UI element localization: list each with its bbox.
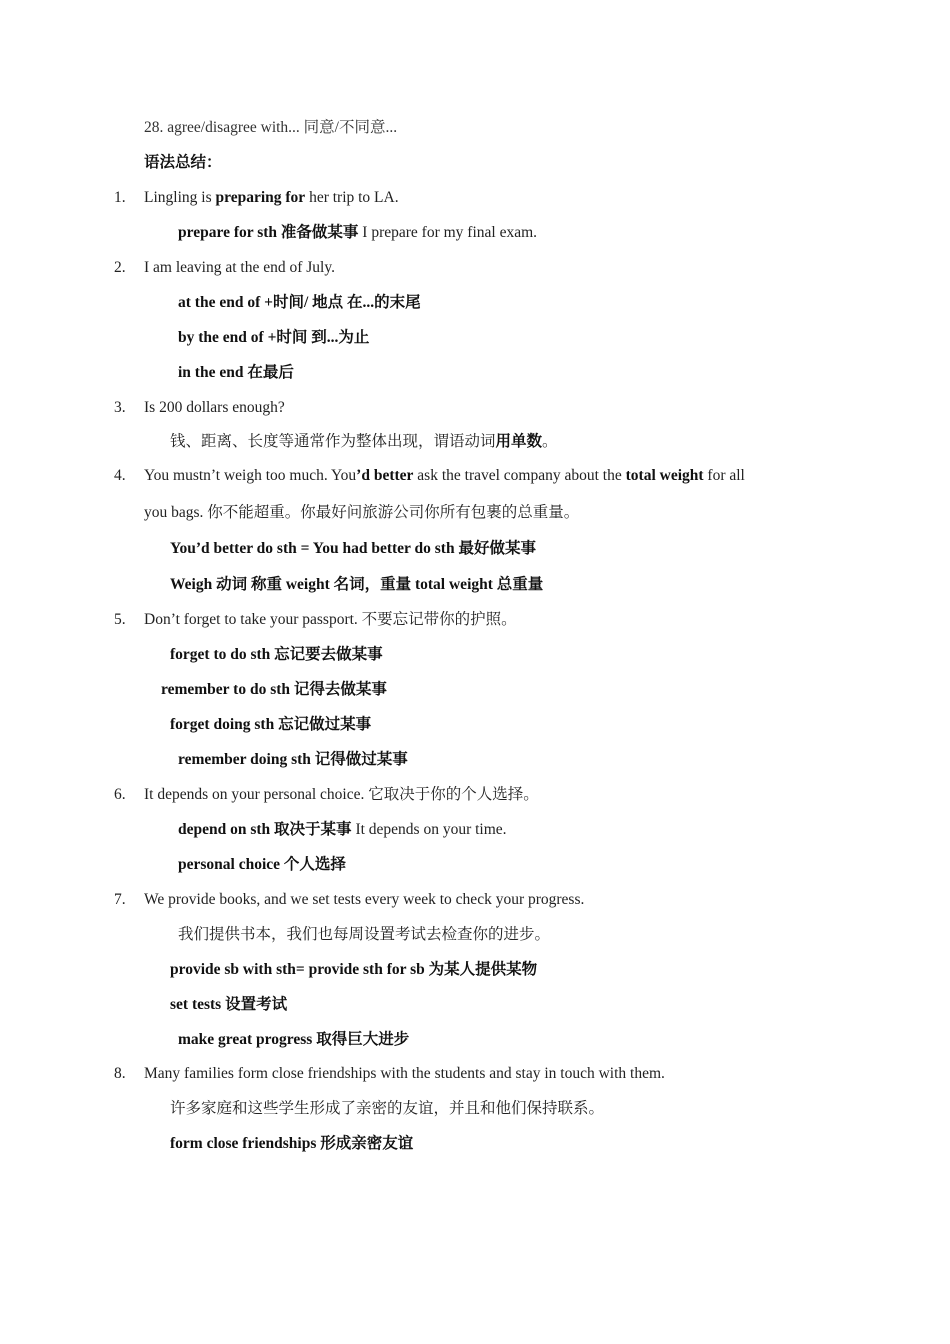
item-sentence-continued: you bags. 你不能超重。你最好问旅游公司你所有包裹的总重量。 (144, 504, 580, 521)
grammar-note: by the end of +时间 到...为止 (178, 329, 370, 346)
item-number: 8. (114, 1065, 126, 1082)
grammar-note: Weigh 动词 称重 weight 名词，重量 total weight 总重量 (170, 576, 544, 593)
grammar-note: prepare for sth 准备做某事 I prepare for my final exam. (178, 224, 538, 241)
item-number: 2. (114, 259, 126, 276)
grammar-note: forget to do sth 忘记要去做某事 (170, 646, 383, 663)
grammar-note: set tests 设置考试 (170, 996, 288, 1013)
item-sentence: I am leaving at the end of July. (144, 259, 335, 276)
item-number: 4. (114, 467, 126, 484)
item-sentence: Don’t forget to take your passport. 不要忘记带你的护照。 (144, 611, 517, 628)
grammar-title: 语法总结： (144, 154, 222, 171)
header-line: 28. agree/disagree with... 同意/不同意... (144, 119, 398, 136)
grammar-note: 钱、距离、长度等通常作为整体出现，谓语动词用单数。 (170, 433, 558, 450)
grammar-note: personal choice 个人选择 (178, 856, 346, 873)
item-sentence: You mustn’t weigh too much. You’d better ask the travel company about the total weight for all (144, 467, 745, 484)
item-sentence: We provide books, and we set tests every week to check your progress. (144, 891, 585, 908)
grammar-note: form close friendships 形成亲密友谊 (170, 1135, 414, 1152)
item-sentence: Lingling is preparing for her trip to LA. (144, 189, 399, 206)
grammar-note: make great progress 取得巨大进步 (178, 1031, 410, 1048)
item-number: 7. (114, 891, 126, 908)
item-number: 5. (114, 611, 126, 628)
grammar-note: remember to do sth 记得去做某事 (161, 681, 387, 698)
grammar-note: provide sb with sth= provide sth for sb 为某人提供某物 (170, 961, 538, 978)
grammar-note: depend on sth 取决于某事 It depends on your time. (178, 821, 507, 838)
item-number: 6. (114, 786, 126, 803)
item-translation: 许多家庭和这些学生形成了亲密的友谊，并且和他们保持联系。 (170, 1100, 605, 1117)
grammar-note: forget doing sth 忘记做过某事 (170, 716, 372, 733)
grammar-note: remember doing sth 记得做过某事 (178, 751, 408, 768)
item-number: 1. (114, 189, 126, 206)
item-sentence: Many families form close friendships with the students and stay in touch with them. (144, 1065, 665, 1082)
item-sentence: Is 200 dollars enough? (144, 399, 285, 416)
grammar-note: You’d better do sth = You had better do sth 最好做某事 (170, 540, 536, 557)
grammar-note: at the end of +时间/ 地点 在...的末尾 (178, 294, 421, 311)
item-sentence: It depends on your personal choice. 它取决于你的个人选择。 (144, 786, 539, 803)
grammar-note: in the end 在最后 (178, 364, 294, 381)
item-number: 3. (114, 399, 126, 416)
item-translation: 我们提供书本，我们也每周设置考试去检查你的进步。 (178, 926, 551, 943)
